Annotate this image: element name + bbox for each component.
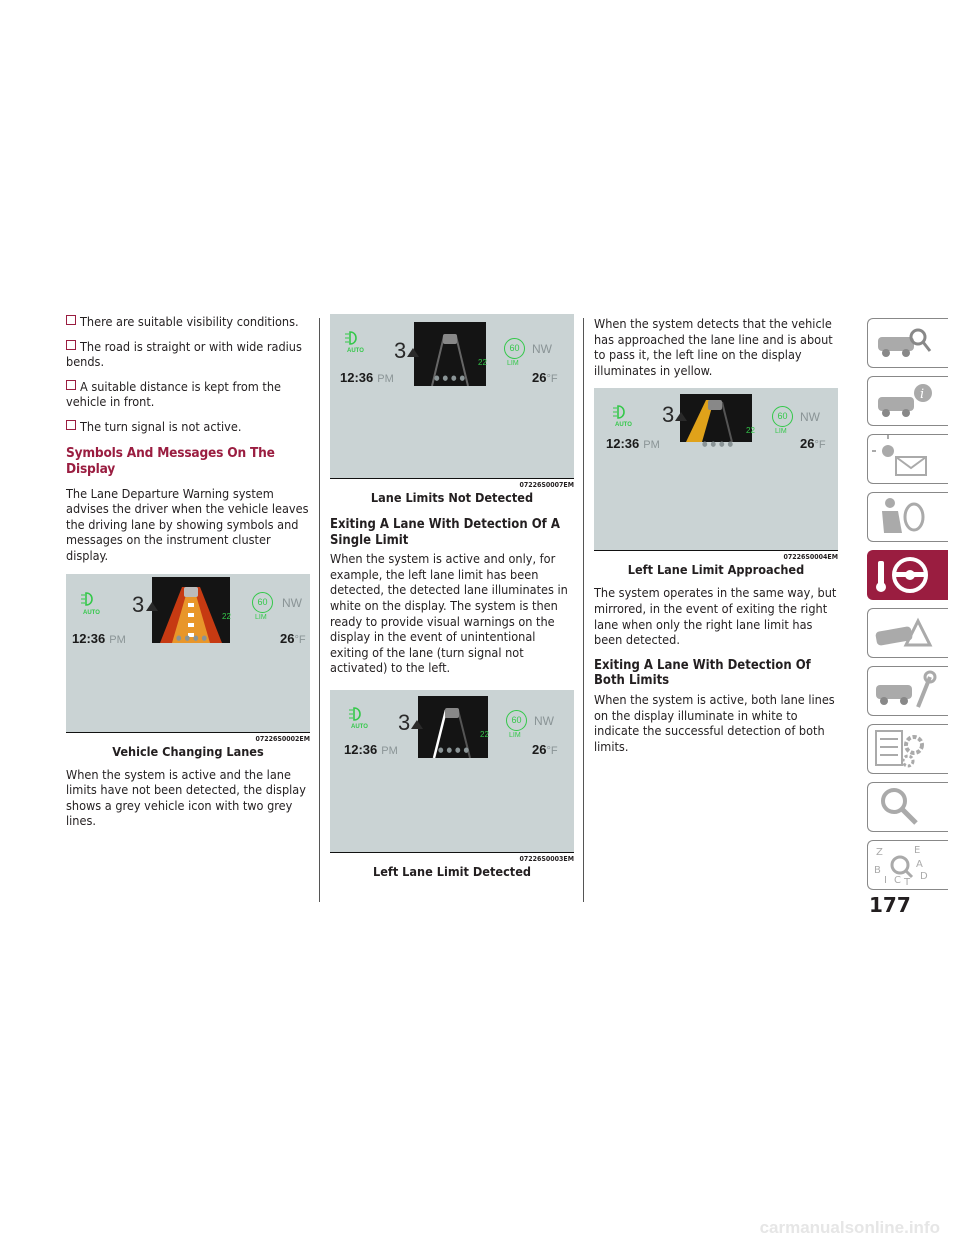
page-dots: ●●●●: [702, 440, 736, 449]
tab-search[interactable]: [867, 782, 948, 832]
page-dots: ●●●●: [438, 745, 472, 754]
cluster-display: [330, 314, 574, 479]
bullet-item: A suitable distance is kept from the vehicle in front.: [66, 378, 281, 410]
gear-arrow-icon: [411, 720, 423, 729]
gear-arrow-icon: [146, 602, 158, 611]
speed-limit-label: LIM: [775, 428, 787, 436]
figure-left-lane-limit-approached: [594, 388, 838, 577]
tab-warning-lights[interactable]: [867, 434, 948, 484]
tab-servicing[interactable]: [867, 666, 948, 716]
speed-readout: 22: [478, 358, 487, 367]
figure-left-lane-limit-detected: [330, 690, 574, 879]
compass-heading: NW: [534, 713, 554, 728]
outside-temperature: 26°F: [280, 630, 306, 646]
gear-indicator: 3: [398, 709, 411, 735]
page-dots: ●●●●: [176, 633, 210, 642]
checkbox-bullet-icon: [66, 315, 76, 325]
svg-text:T: T: [904, 877, 911, 887]
outside-temperature: 26°F: [800, 436, 826, 452]
intro-paragraph: The Lane Departure Warning system advises the driver when the vehicle leaves the driving lane by showing symbols and messages on the instrument cluster display.: [66, 485, 309, 563]
index-letters-icon: [868, 841, 938, 887]
speed-readout: 22: [222, 611, 231, 621]
section-heading: Exiting A Lane With Detection Of A Single Limit: [330, 517, 560, 548]
figure-code: 07226S0007EM: [519, 481, 574, 489]
gear-arrow-icon: [407, 348, 419, 357]
svg-text:A: A: [916, 859, 923, 870]
headlight-icon: [612, 404, 634, 420]
speed-readout: 22: [746, 426, 755, 436]
tab-car-info[interactable]: [867, 376, 948, 426]
compass-heading: NW: [282, 595, 302, 610]
headlight-auto-icon: AUTO: [347, 348, 364, 354]
figure-code: 07226S0002EM: [255, 734, 310, 743]
headlight-icon: [344, 330, 366, 346]
body-paragraph: When the system is active, both lane lines on the display illuminate in white to indicate the successful detection of both limits.: [594, 691, 835, 754]
body-paragraph: When the system is active and only, for example, the left lane limit has been detected, the detected lane illuminates in white on the display. The system is then ready to provide visual warnings on the display in the event of unintentional exiting of the lane (turn signal not activated) to the left.: [330, 551, 568, 676]
warning-lights-icon: [868, 435, 938, 481]
speed-limit-sign: 60: [252, 592, 273, 613]
lane-warning-graphic: [680, 394, 752, 442]
headlight-auto-icon: AUTO: [615, 422, 632, 429]
compass-heading: NW: [532, 342, 552, 356]
speed-limit-sign: 60: [506, 710, 527, 731]
speed-readout: 22: [480, 729, 489, 739]
svg-text:D: D: [920, 871, 928, 882]
page-dots: ●●●●: [434, 374, 468, 382]
headlight-icon: [80, 591, 102, 607]
tab-starting-driving[interactable]: [867, 550, 948, 600]
outside-temperature: 26°F: [532, 370, 558, 385]
checkbox-bullet-icon: [66, 420, 76, 430]
svg-text:B: B: [874, 865, 881, 876]
column-divider: [319, 318, 320, 902]
car-wrench-icon: [868, 667, 938, 713]
magnifier-icon: [868, 783, 938, 829]
speed-limit-sign: 60: [772, 406, 793, 427]
headlight-auto-icon: AUTO: [83, 609, 100, 616]
bullet-item: The road is straight or with wide radius bends.: [66, 338, 302, 370]
figure-caption: Lane Limits Not Detected: [370, 490, 534, 505]
gear-indicator: 3: [132, 591, 145, 617]
clock-time: 12:36 PM: [344, 741, 398, 757]
gear-arrow-icon: [675, 412, 687, 421]
speed-limit-label: LIM: [509, 731, 521, 739]
watermark: carmanualsonline.info: [759, 1218, 940, 1237]
column-1: [66, 314, 310, 829]
figure-caption: Vehicle Changing Lanes: [112, 743, 264, 759]
compass-heading: NW: [800, 410, 820, 425]
section-heading: Symbols And Messages On The Display: [66, 444, 275, 477]
svg-text:I: I: [884, 875, 887, 886]
cluster-display: [66, 574, 310, 733]
figure-code: 07226S0003EM: [519, 854, 574, 863]
figure-caption: Left Lane Limit Detected: [372, 863, 532, 879]
svg-text:Z: Z: [876, 847, 883, 858]
page-number: 177: [869, 893, 911, 917]
speed-limit-label: LIM: [255, 613, 267, 621]
body-paragraph: When the system is active and the lane limits have not been detected, the display shows a grey vehicle icon with two grey lines.: [66, 766, 306, 829]
tab-emergency[interactable]: [867, 608, 948, 658]
tab-seat-airbag[interactable]: [867, 492, 948, 542]
figure-lane-limits-not-detected: [330, 314, 574, 505]
gear-indicator: 3: [662, 402, 675, 428]
speed-limit-sign: 60: [504, 338, 525, 359]
tab-car-magnifier[interactable]: [867, 318, 948, 368]
body-paragraph: The system operates in the same way, but mirrored, in the event of exiting the right lane when only the right lane limit has been detected.: [594, 585, 837, 648]
cluster-display: [330, 690, 574, 853]
column-divider: [583, 318, 584, 902]
cluster-display: [594, 388, 838, 551]
intro-paragraph: When the system detects that the vehicle has approached the lane line and is about to pass it, the left line on the display illuminates in yellow.: [594, 316, 833, 378]
headlight-auto-icon: AUTO: [351, 723, 368, 730]
clock-time: 12:36 PM: [72, 630, 126, 646]
lane-view-panel: [680, 394, 752, 442]
clock-time: 12:36 PM: [340, 370, 394, 385]
car-magnifier-icon: [868, 319, 938, 365]
column-2: [330, 314, 574, 887]
headlight-icon: [348, 706, 370, 722]
figure-code: 07226S0004EM: [783, 553, 838, 562]
figure-vehicle-changing-lanes: [66, 574, 310, 759]
bullet-item: The turn signal is not active.: [66, 419, 310, 435]
key-steering-wheel-icon: [868, 551, 938, 597]
tab-index[interactable]: [867, 840, 948, 890]
car-info-icon: [868, 377, 938, 423]
svg-text:E: E: [914, 845, 921, 856]
tab-technical-specs[interactable]: [867, 724, 948, 774]
column-3: [594, 314, 838, 754]
bullet-item: There are suitable visibility conditions.: [66, 314, 310, 330]
checkbox-bullet-icon: [66, 340, 76, 350]
svg-text:C: C: [894, 875, 901, 886]
clock-time: 12:36 PM: [606, 436, 660, 452]
speed-limit-label: LIM: [507, 360, 519, 367]
section-heading: Exiting A Lane With Detection Of Both Limits: [594, 657, 811, 689]
checkbox-bullet-icon: [66, 380, 76, 390]
car-breakdown-icon: [868, 609, 938, 655]
outside-temperature: 26°F: [532, 741, 558, 757]
gear-indicator: 3: [394, 338, 407, 363]
seat-airbag-icon: [868, 493, 938, 539]
figure-caption: Left Lane Limit Approached: [627, 562, 805, 578]
specs-gear-icon: [868, 725, 938, 771]
svg-text:i: i: [920, 387, 925, 402]
